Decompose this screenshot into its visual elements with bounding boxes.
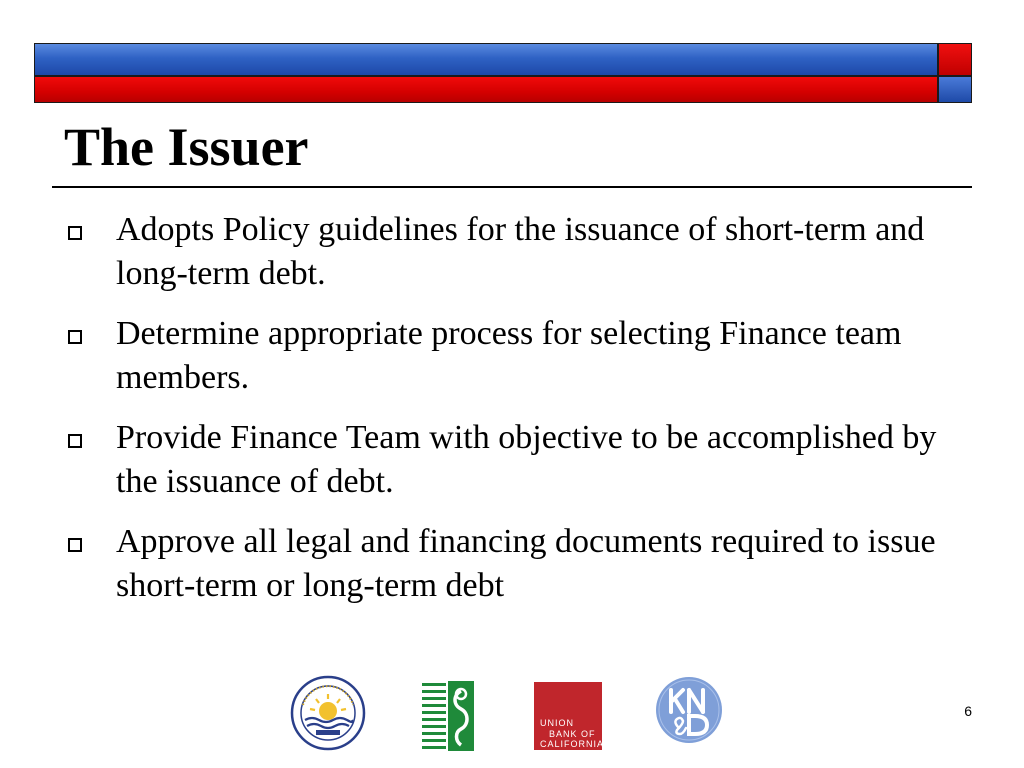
bullet-text: Approve all legal and financing documents required to issue short-term or long-term debt	[116, 523, 936, 604]
header-banner-blue	[34, 43, 938, 76]
bullet-item	[64, 208, 964, 296]
square-bullet-icon	[68, 226, 82, 240]
slide-title: The Issuer	[64, 117, 309, 177]
header-corner-red-square	[938, 43, 972, 76]
header-banner-red	[34, 76, 938, 103]
square-bullet-icon	[68, 538, 82, 552]
bullet-list	[64, 208, 964, 624]
title-divider	[52, 186, 972, 188]
square-bullet-icon	[68, 434, 82, 448]
union-bank-logo	[534, 682, 605, 750]
knd-monogram-icon	[655, 676, 723, 744]
union-bank-logo-line1: UNION	[540, 718, 574, 728]
square-bullet-icon	[68, 330, 82, 344]
union-bank-logo-line3: CALIFORNIA	[540, 739, 605, 749]
green-leaf-logo	[422, 681, 474, 751]
bullet-text: Provide Finance Team with objective to be accomplished by the issuance of debt.	[116, 419, 937, 500]
bullet-text: Determine appropriate process for selecting Finance team members.	[116, 315, 902, 396]
header-corner-blue-square	[938, 76, 972, 103]
green-leaf-logo-icon	[422, 681, 474, 751]
bullet-item	[64, 416, 964, 504]
bullet-item	[64, 520, 964, 608]
city-seal-icon	[290, 675, 366, 751]
knd-logo	[655, 676, 723, 744]
bullet-item	[64, 312, 964, 400]
bullet-text: Adopts Policy guidelines for the issuance of short-term and long-term debt.	[116, 211, 925, 292]
slide-number: 6	[964, 703, 972, 719]
city-seal-logo	[290, 675, 366, 751]
union-bank-logo-line2: BANK OF	[549, 729, 596, 739]
